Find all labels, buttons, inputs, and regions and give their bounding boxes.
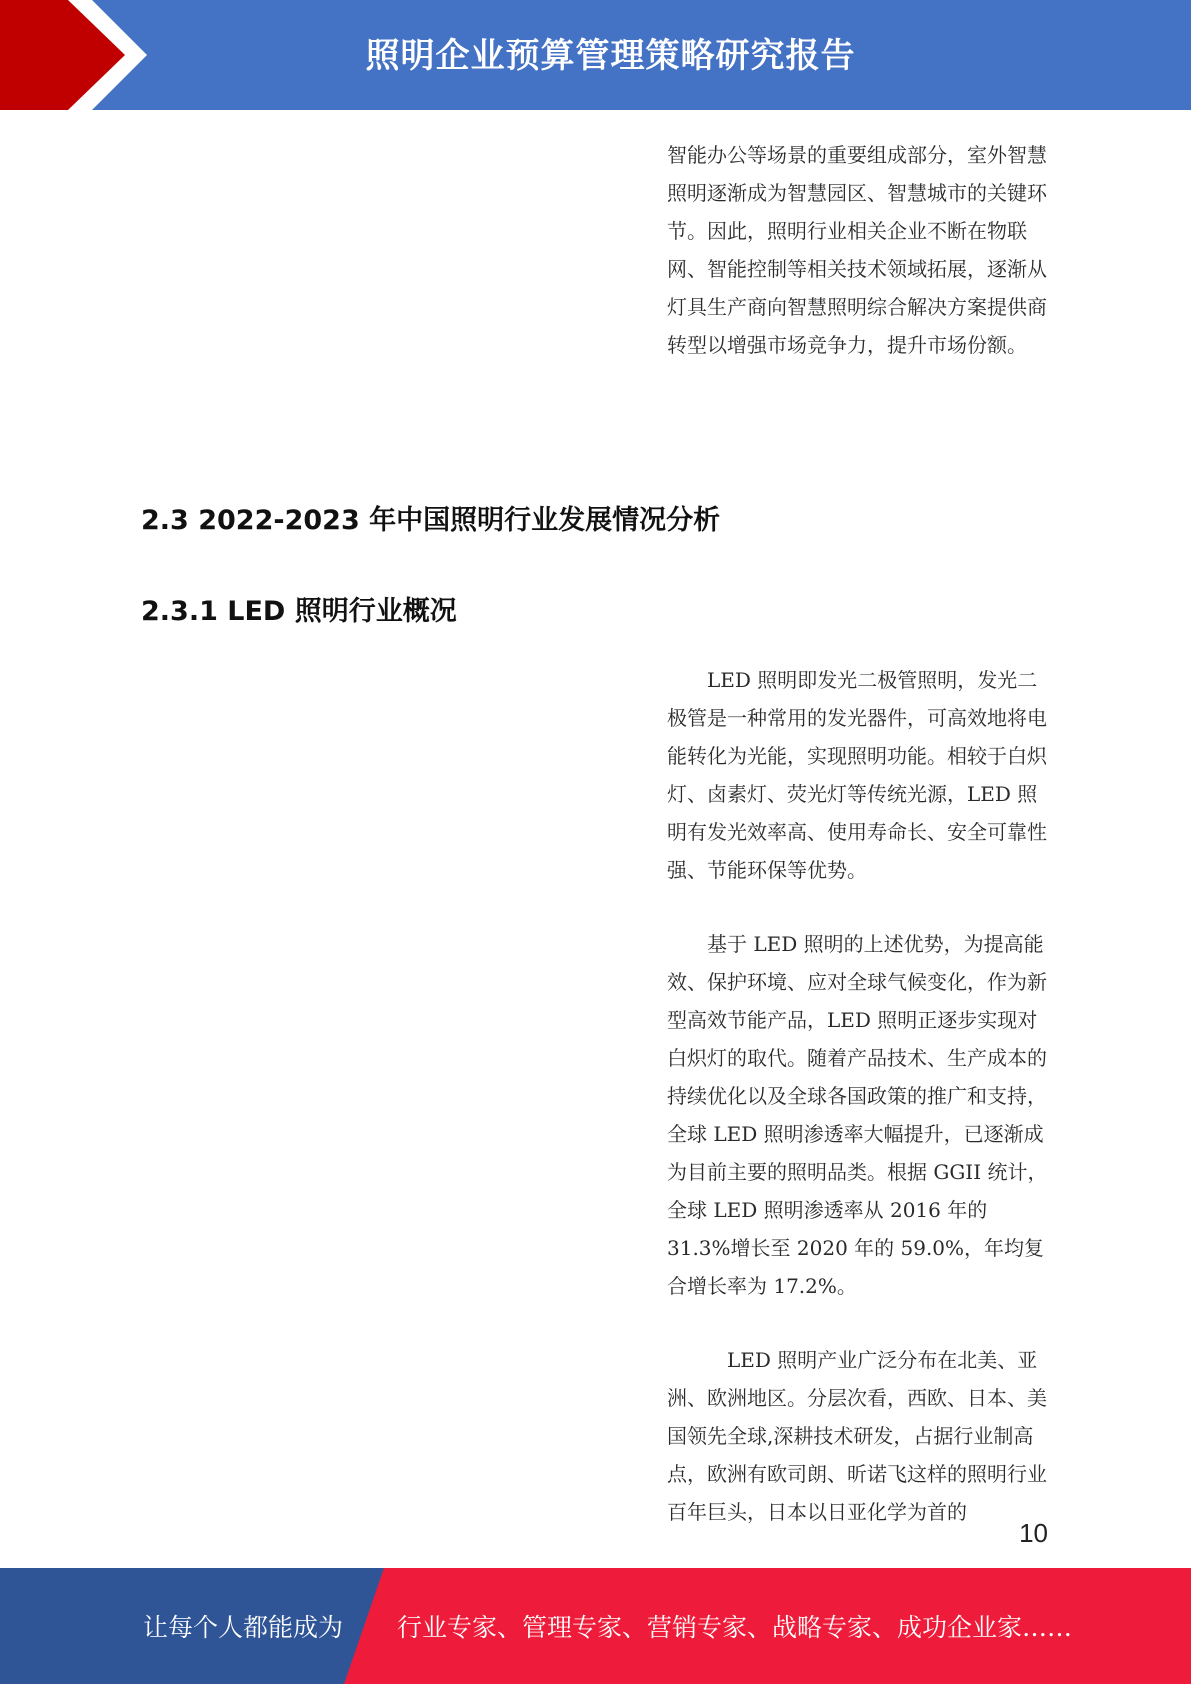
footer-slogan-right: 行业专家、管理专家、营销专家、战略专家、成功企业家…… — [397, 1613, 1073, 1642]
intro-column — [667, 136, 1052, 400]
subsection-heading: 2.3.1 LED 照明行业概况 — [141, 596, 457, 627]
intro-paragraph: 智能办公等场景的重要组成部分，室外智慧照明逐渐成为智慧园区、智慧城市的关键环节。因此，照明行业相关企业不断在物联网、智能控制等相关技术领域拓展，逐渐从灯具生产商向智慧照明综合解决方案提供商转型以增强市场竞争力，提升市场份额。 — [667, 143, 1047, 357]
body-paragraph-1: LED 照明即发光二极管照明，发光二极管是一种常用的发光器件，可高效地将电能转化为光能，实现照明功能。相较于白炽灯、卤素灯、荧光灯等传统光源，LED 照明有发光效率高、使用寿命长、安全可靠性强、节能环保等优势。 — [667, 668, 1047, 882]
body-column — [667, 661, 1052, 1567]
footer-slogan-left: 让每个人都能成为 — [143, 1613, 344, 1642]
page-footer — [0, 1568, 1191, 1684]
page-header — [0, 0, 1191, 110]
section-heading: 2.3 2022-2023 年中国照明行业发展情况分析 — [141, 505, 721, 536]
report-title: 照明企业预算管理策略研究报告 — [365, 36, 856, 76]
body-paragraph-3: LED 照明产业广泛分布在北美、亚洲、欧洲地区。分层次看，西欧、日本、美国领先全球,深耕技术研发，占据行业制高点，欧洲有欧司朗、昕诺飞这样的照明行业百年巨头，日本以日亚化学为首的 — [667, 1348, 1047, 1524]
page-number: 10 — [1019, 1518, 1048, 1548]
body-paragraph-2: 基于 LED 照明的上述优势，为提高能效、保护环境、应对全球气候变化，作为新型高效节能产品，LED 照明正逐步实现对白炽灯的取代。随着产品技术、生产成本的持续优化以及全球各国政策的推广和支持，全球 LED 照明渗透率大幅提升，已逐渐成为目前主要的照明品类。根据 GGII 统计，全球 LED 照明渗透率从 2016 年的 31.3%增长至 2020 年的 59.0%，年均复合增长率为 17.2%。 — [667, 932, 1048, 1298]
